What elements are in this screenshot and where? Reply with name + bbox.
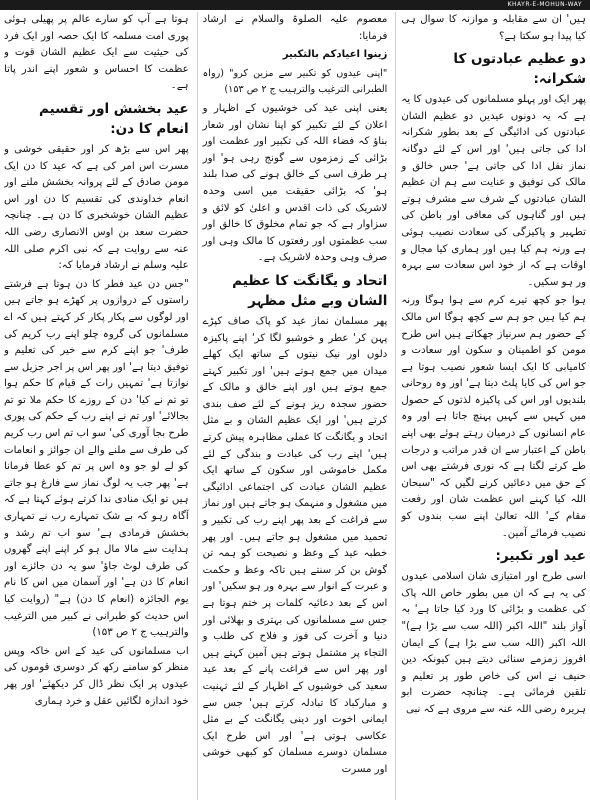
hadith-translation: "اپنی عیدوں کو تکبیر سے مزین کرو" (رواہ الطبرانی الترغیب والترہیب ج ۲ ص ۱۵۳) [202, 67, 388, 96]
left-column [4, 12, 189, 800]
paragraph: پھر اس سے بڑھ کر اور حقیقی خوشی و مسرت اس امر کی ہے کہ عید کا دن ایک مومن صادق کے لئے پروانہ بخشش ملنے اور انعام خداوندی کی تقسیم کا دن اور اس عظیم الشان خوشخبری کا دن ہے۔ چنانچہ حضرت سعد بن اوس الانصاری رضی اللہ عنہ سے روایت ہے کہ نبی اکرم صلی اللہ علیہ وسلم نے ارشاد فرمایا کہ: [3, 143, 189, 272]
paragraph: ہوتا ہے آپ کو سارے عالم پر پھیلی ہوئی پوری امت مسلمہ کا ایک حصہ اور ایک فرد کی حیثیت سے ایک عظیم الشان قوت و عظمت کا احساس و شعور اپنے اندر پاتا ہے۔ [3, 14, 189, 92]
paragraph: یعنی اپنی عید کی خوشیوں کے اظہار و اعلان کے لئے تکبیر کو اپنا نشان اور شعار بناؤ کہ فضاء اللہ کی تکبیر اور عظمت اور بڑائی کے زمزموں سے گونج رہی ہو' اور ہر طرف اسی کے خالق ہونے کی صدا بلند ہو' کہ بڑائی حقیقت میں اسی وحدہ لاشریک کی ذات اقدس و اعلیٰ کو لائق و سزاوار ہے کہ جو تمام مخلوق کا خالق اور سب عظمتوں اور رفعتوں کا مالک وہی اور صرف وہی وحدہ لاشریک ہے۔ [202, 102, 388, 264]
hadith-quote: "جس دن عید فطر کا دن ہوتا ہے فرشتے راستوں کے دروازوں پر کھڑے ہو جاتے ہیں اور لوگوں سے پکار پکار کر کہتے ہیں کہ اے مسلمانوں کی گروہ چلو اپنے رب کریم کی طرف' جو اپنے کرم سے خیر کی تعلیم و توفیق دیتا ہے' اور پھر اس پر اجر جزیل سے نوازتا ہے' تمہیں رات کے قیام کا حکم ہوا تو تم نے کیا' دن کے روزے کا حکم ملا تو تم بجالائے' اور تم نے اپنے رب کے حکم کی پوری طرح بجا آوری کی' سو اب تم اس رب کریم کی طرف سے ملنے والے ان جوائز و انعامات کو لے لو جو وہ اس پر تم کو عطا فرمانا ہے' پھر جب یہ لوگ نماز سے فارغ ہو جاتے ہیں تو ایک منادی ندا کرتے ہوئے کہتا ہے کہ آگاہ رہو کہ بے شک تمہارے رب نے تمہاری بخشش فرمادی ہے' سو اب تم رشد و ہدایت سے مالا مال ہو کر اپنے اپنے گھروں کی طرف لوٹ جاؤ' سو یہ دن جائزے اور انعام کا دن ہے' اور آسمان میں اس کا نام یوم الجائزہ (انعام کا دن) ہے" (روایت کیا اس حدیث کو طبرانی نے کبیر میں الترغیب والترہیب ج ۲ ص ۱۵۳) [3, 278, 189, 639]
right-column [395, 12, 586, 800]
paragraph: پھر مسلمان نماز عید کو پاک صاف کپڑے پہن کر' عطر و خوشبو لگا کر' اپنے پاکیزہ دلوں اور نیک نیتوں کے ساتھ ایک کھلے میدان میں جمع ہوتے ہیں' اور تکبیر کہتے جمع ہوتے ہیں اور اپنے خالق و مالک کے حضور سجدہ ریز ہونے کے لئے صف بندی کرتے ہیں' اور ایک عظیم الشان و بے مثل اتحاد و یگانگت کا عملی مظاہرہ پیش کرتے ہیں' اپنے رب کی عبادت و بندگی کے لئے مکمل خاموشی اور سکون کے ساتھ ایک عظیم الشان عبادت کی اجتماعی ادائیگی میں مشغول و منہمک ہو جاتے ہیں اور نماز سے فراغت کے بعد پھر اپنے رب کی تکبیر و تحمید میں مشغول ہو جاتے ہیں۔ اور پھر خطبہ عید کے وعظ و نصیحت کو ہمہ تن گوش بن کر سنتے ہیں تاکہ وعظ و حکمت و عبرت کے انوار سے بہرہ ور ہو سکیں' اور اس کے بعد دعائیہ کلمات پر ختم ہوتا ہے جس سے مسلمانوں کی بہتری و بھلائی اور دنیا و آخرت کی فوز و فلاح کی طلب و التجاء پر مشتمل ہوتے ہیں آمین کہتے ہیں اور پھر اس سے فراغت پانے کے بعد عید سعید کی خوشیوں کے اظہار کے لئے تہنیت و مبارکباد کا تبادلہ کرتے ہیں' جس سے ایمانی اخوت اور دینی یگانگت کے بے مثل عکاسی ہوتی ہے' اور اس طرح ایک مسلمان دوسرے مسلمان کو کبھی خوشی اور مسرت [202, 315, 388, 775]
paragraph: ہیں' ان سے مقابلہ و موازنہ کا سوال ہی کیا پیدا ہو سکتا ہے؟ [401, 14, 586, 42]
section-heading: عید بخشش اور تقسیم انعام کا دن: [38, 100, 189, 137]
section-heading: دو عظیم عبادتوں کا شکرانہ: [453, 51, 586, 88]
paragraph: اسی طرح اور امتیازی شان اسلامی عیدوں کی یہ ہے کہ ان میں بطور خاص اللہ پاک کی عظمت و بڑائی کا ورد کیا جاتا ہے' بہ آواز بلند "اللہ اکبر (اللہ سب سے بڑا ہے)" اللہ اکبر (اللہ سب سے بڑا ہے) کے ایمان افروز زمزمے سنائی دیتے ہیں کیونکہ دین حنیف نے اس کی خاص طور پر تعلیم و تلقین فرمائی ہے۔ چنانچہ حضرت ابو ہریرہ رضی اللہ عنہ سے مروی ہے کہ نبی [401, 571, 586, 715]
arabic-quote: زینوا اعیادکم بالتکبیر [282, 49, 388, 61]
section-heading: اتحاد و یگانگت کا عظیم الشان وبے مثل مظہر [232, 272, 388, 309]
paragraph: معصوم علیہ الصلوۃ والسلام نے ارشاد فرمایا: [202, 14, 388, 42]
section-heading: عید اور تکبیر: [495, 548, 586, 565]
paragraph: ہوا جو کچھ تیرے کرم سے ہوا ہوگا ورنہ ہم کیا ہیں جو ہم سے کچھ ہوگا اس مالک کے حضور ہم سرنیاز جھکاتے ہیں اس طرح مومن کو اطمینان و سکون اور سعادت و کامیابی کا ایک ایسا شعور نصیب ہوتا ہے جو اس کی کایا پلٹ دیتا ہے' اور وہ روحانی بلندیوں اور اس کی پاکیزہ لذتوں کے حصول میں کہیں سے کہیں پہنچ جاتا ہے اور وہ عام انسانوں کے درمیان رہتے ہوئے بھی اپنے باطن کے اعتبار سے ان قدر مراتب و درجات طے کرتے لگتا ہے کہ نوری فرشتے بھی اس کے حق میں دعائیں کرنے لگیں کہ "سبحان اللہ کیا کہنے اس عظمت شان اور رفعت مقام کے' اللہ تعالیٰ اپنے سب بندوں کو نصیب فرمائے آمین۔ [401, 295, 586, 539]
paragraph: اب مسلمانوں کی عید کے اس خاکہ وپس منظر کو سامنے رکھ کر دوسری قوموں کی عیدوں پر ایک نظر ڈال کر دیکھئے' اور پھر خود اندازہ لگائیں عقل و خرد ہماری [3, 645, 189, 707]
paragraph: پھر ایک اور پہلو مسلمانوں کی عیدوں کا یہ ہے کہ یہ دونوں عیدیں دو عظیم الشان عبادتوں کی ادائیگی کے بعد بطور شکرانہ ادا کی جاتی ہیں' اور اس کے لئے دوگانہ نماز نفل ادا کی جاتی ہے' جس خالق و مالک کی توفیق و عنایت سے ہم ان عظیم الشان عبادتوں کے شرف سے مشرف ہوتے ہیں اور گناہوں کی معافی اور باطن کی تطہیر و پاکیزگی کی سعادت نصیب ہوئی ہے ورنہ ہم کیا ہیں اور ہماری کیا مجال و اوقات ہے کہ از خود اس سعادت سے بہرہ ور ہو سکیں۔ [401, 94, 586, 288]
middle-column [197, 12, 388, 800]
page-body [4, 12, 586, 800]
journal-header-strip: KHAYR-E-MOHUN-WAY [0, 0, 590, 10]
